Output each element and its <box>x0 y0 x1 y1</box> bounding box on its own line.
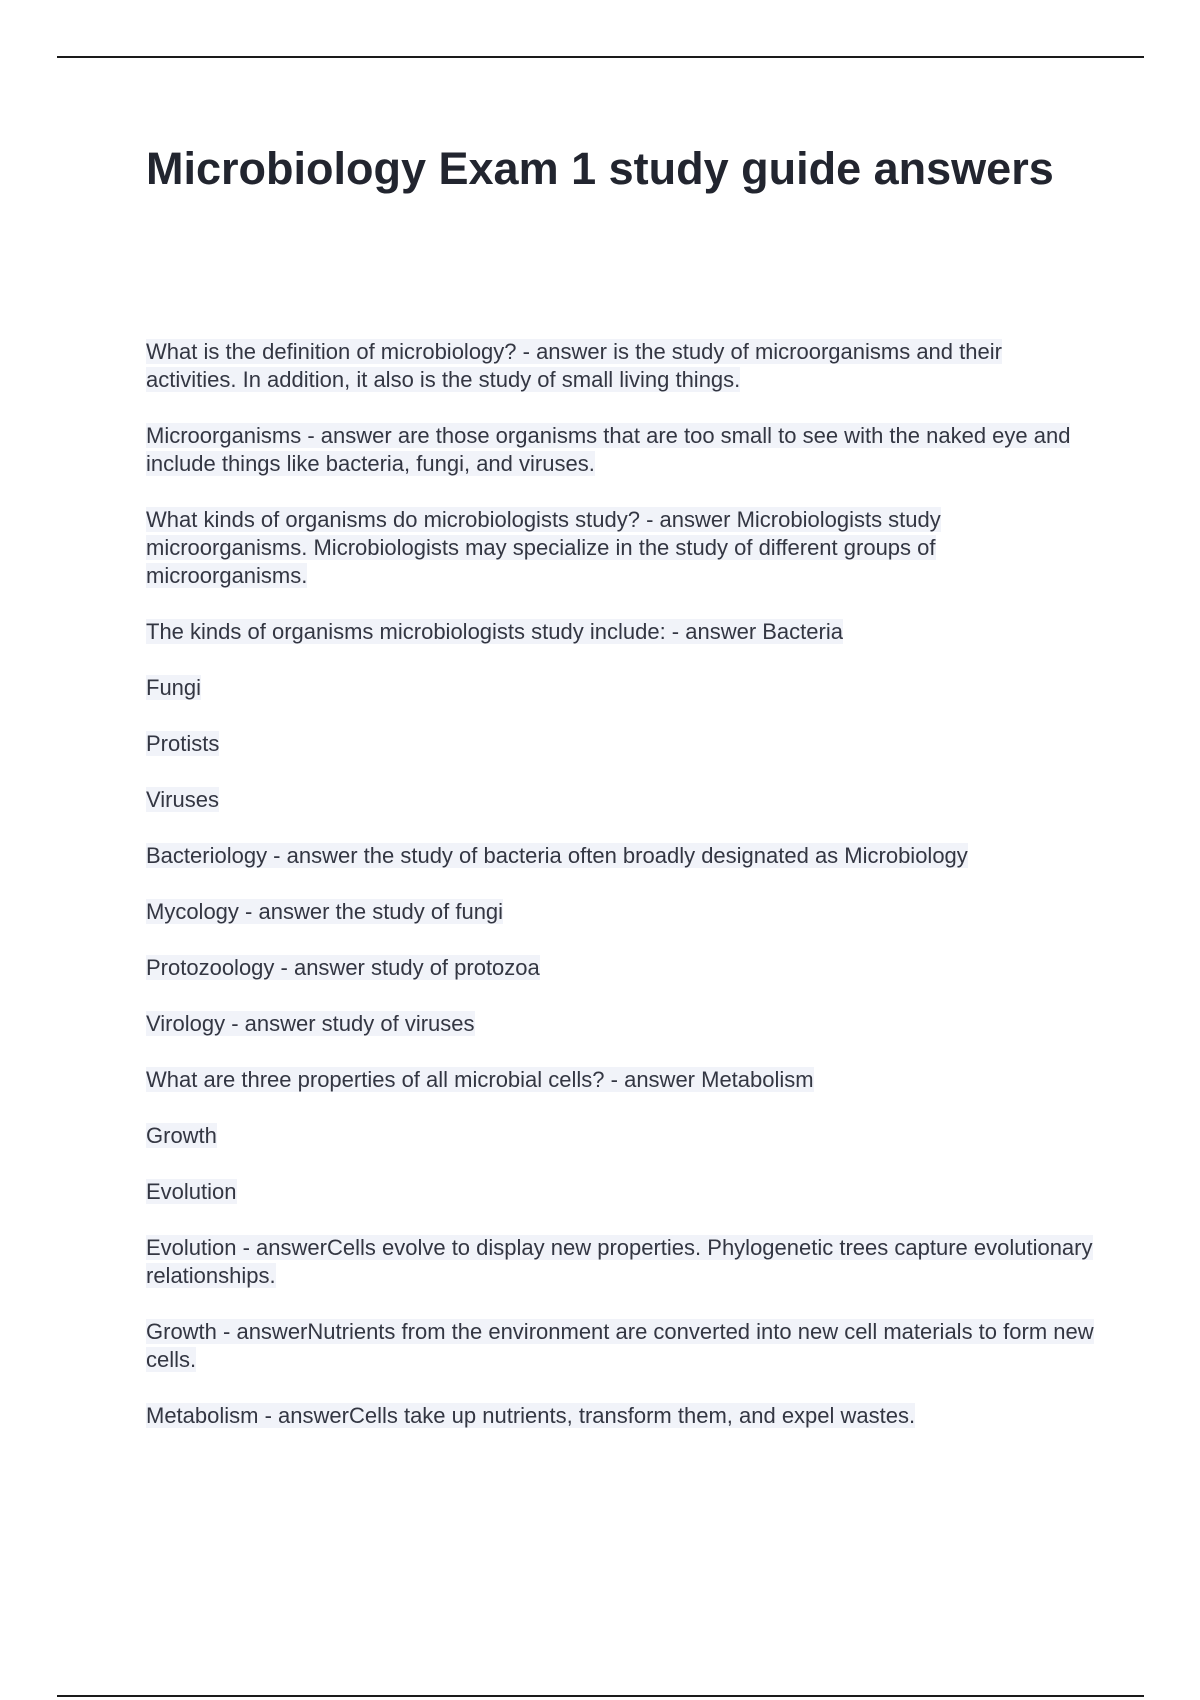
paragraph <box>146 786 1096 814</box>
paragraph <box>146 1010 1096 1038</box>
paragraph-text: Evolution - answerCells evolve to display new properties. Phylogenetic trees capture evolutionary relationships. <box>146 1235 1093 1288</box>
paragraph-text: Metabolism - answerCells take up nutrients, transform them, and expel wastes. <box>146 1403 916 1428</box>
paragraph <box>146 618 1096 646</box>
paragraph-text: Evolution <box>146 1179 237 1204</box>
paragraph-text: Protists <box>146 731 220 756</box>
paragraph-text: What is the definition of microbiology? - answer is the study of microorganisms and their activities. In addition, it also is the study of small living things. <box>146 339 1002 392</box>
paragraph-text: Microorganisms - answer are those organisms that are too small to see with the naked eye and include things like bacteria, fungi, and viruses. <box>146 423 1071 476</box>
paragraph <box>146 1178 1096 1206</box>
paragraph-text: Growth - answerNutrients from the environment are converted into new cell materials to form new cells. <box>146 1319 1094 1372</box>
paragraph <box>146 1066 1096 1094</box>
top-rule <box>57 56 1144 58</box>
paragraph <box>146 674 1096 702</box>
paragraph <box>146 1318 1096 1374</box>
paragraph <box>146 338 1096 394</box>
paragraph <box>146 1402 1096 1430</box>
paragraph-text: What kinds of organisms do microbiologists study? - answer Microbiologists study microorganisms. Microbiologists may specialize in the study of different groups of microorganisms. <box>146 507 941 588</box>
paragraph-text: What are three properties of all microbial cells? - answer Metabolism <box>146 1067 814 1092</box>
paragraph-text: The kinds of organisms microbiologists study include: - answer Bacteria <box>146 619 843 644</box>
qa-list <box>146 338 1096 1458</box>
paragraph <box>146 1234 1096 1290</box>
paragraph <box>146 898 1096 926</box>
document-title: Microbiology Exam 1 study guide answers <box>146 143 1054 194</box>
paragraph <box>146 730 1096 758</box>
paragraph-text: Viruses <box>146 787 219 812</box>
paragraph-text: Fungi <box>146 675 202 700</box>
paragraph <box>146 422 1096 478</box>
paragraph <box>146 1122 1096 1150</box>
paragraph <box>146 842 1096 870</box>
paragraph-text: Mycology - answer the study of fungi <box>146 899 504 924</box>
paragraph-text: Bacteriology - answer the study of bacteria often broadly designated as Microbiology <box>146 843 968 868</box>
document-body <box>146 140 1096 1428</box>
bottom-rule <box>57 1695 1144 1697</box>
paragraph <box>146 954 1096 982</box>
paragraph-text: Growth <box>146 1123 217 1148</box>
paragraph-text: Virology - answer study of viruses <box>146 1011 475 1036</box>
paragraph-text: Protozoology - answer study of protozoa <box>146 955 540 980</box>
paragraph <box>146 506 1096 590</box>
